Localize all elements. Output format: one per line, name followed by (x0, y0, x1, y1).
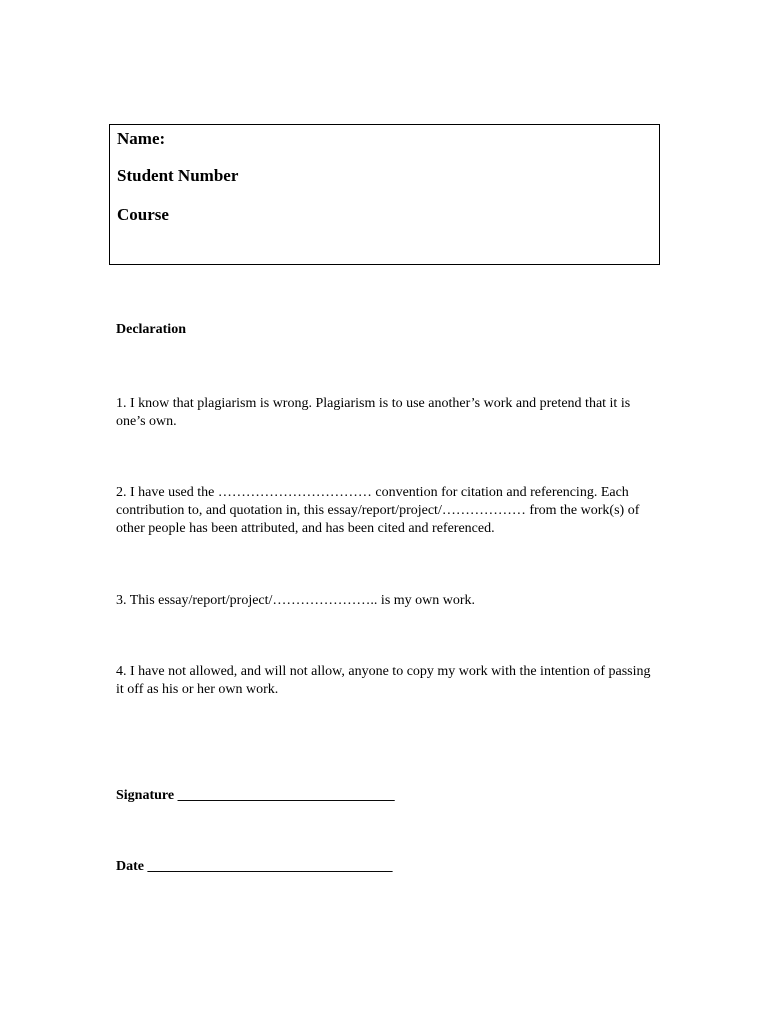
date-line: Date ___________________________________ (116, 859, 393, 874)
declaration-clause-4: 4. I have not allowed, and will not allow, anyone to copy my work with the intention of passing it off as his or her own work. (116, 664, 651, 697)
declaration-clause-3: 3. This essay/report/project/………………….. is my own work. (116, 593, 476, 608)
signature-line: Signature _______________________________ (116, 788, 395, 803)
declaration-clause-2: 2. I have used the …………………………… convention for citation and referencing. Each contribution to, and quotation in, this essay/report/project/……………… from the work(s) of other people has been attributed, and has been cited and referenced. (116, 485, 640, 536)
student-info-box (109, 124, 660, 265)
declaration-heading: Declaration (116, 322, 186, 337)
course-label: Course (117, 205, 169, 224)
name-label: Name: (117, 129, 166, 148)
declaration-clause-1: 1. I know that plagiarism is wrong. Plagiarism is to use another’s work and pretend that it is one’s own. (116, 396, 631, 429)
student-number-label: Student Number (117, 166, 239, 185)
